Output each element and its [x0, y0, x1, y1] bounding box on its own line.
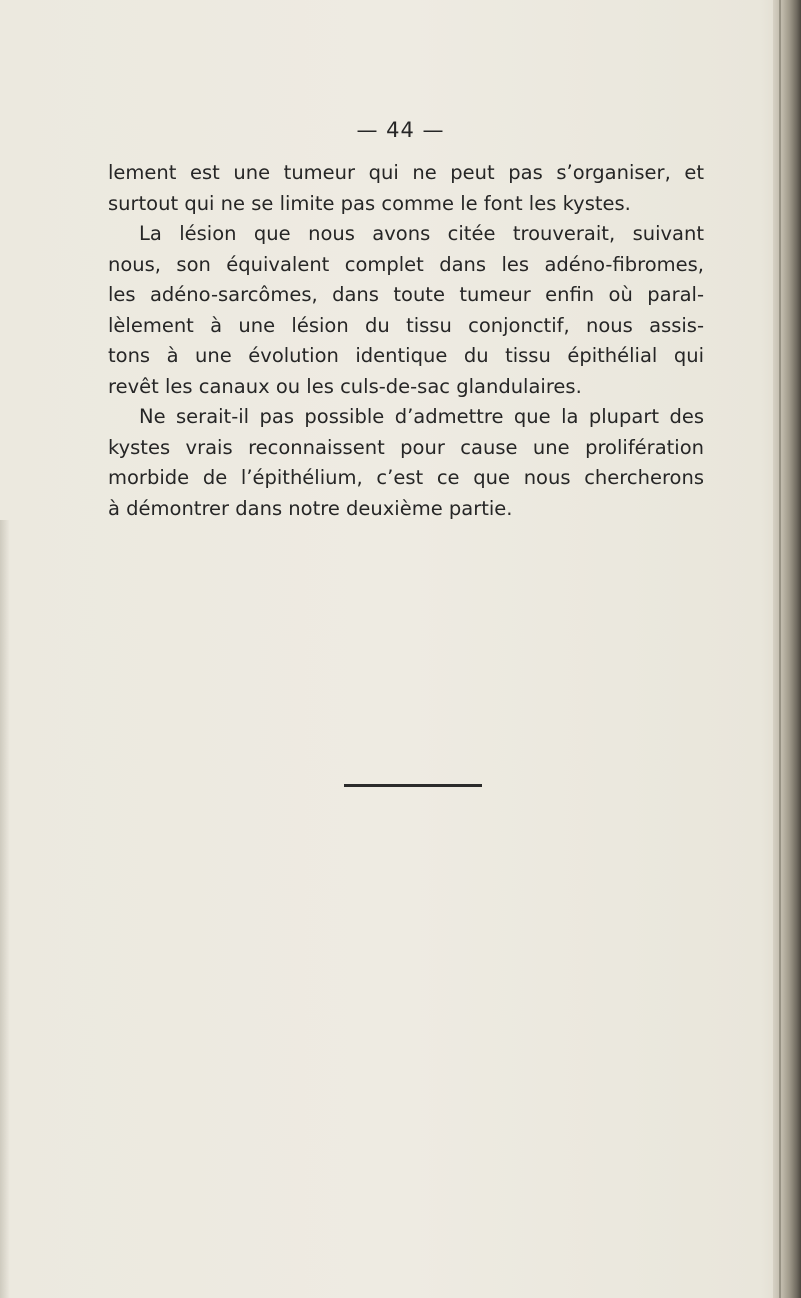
text-line: La lésion que nous avons citée trouverait, suivant [139, 222, 704, 245]
text-line: lèlement à une lésion du tissu conjonctif, nous assis- [108, 313, 704, 337]
text-line: à démontrer dans notre deuxième partie. [108, 496, 513, 520]
page-edge-binding [773, 0, 801, 1298]
text-line: revêt les canaux ou les culs-de-sac glandulaires. [108, 374, 582, 398]
text-line: lement est une tumeur qui ne peut pas s’organiser, et [108, 161, 704, 184]
page-left-shadow [0, 520, 10, 1298]
text-line: tons à une évolution identique du tissu épithélial qui [108, 344, 704, 367]
text-line: nous, son équivalent complet dans les adéno-fibromes, [108, 252, 704, 276]
page-number: — 44 — [356, 118, 445, 142]
section-rule [344, 784, 482, 787]
text-line: kystes vrais reconnaissent pour cause une prolifération [108, 435, 704, 459]
text-line: Ne serait-il pas possible d’admettre que la plupart des [139, 405, 704, 428]
text-line: les adéno-sarcômes, dans toute tumeur enfin où paral- [108, 283, 704, 306]
body-text [108, 158, 704, 524]
text-line: surtout qui ne se limite pas comme le font les kystes. [108, 191, 631, 215]
text-line: morbide de l’épithélium, c’est ce que nous chercherons [108, 466, 704, 489]
